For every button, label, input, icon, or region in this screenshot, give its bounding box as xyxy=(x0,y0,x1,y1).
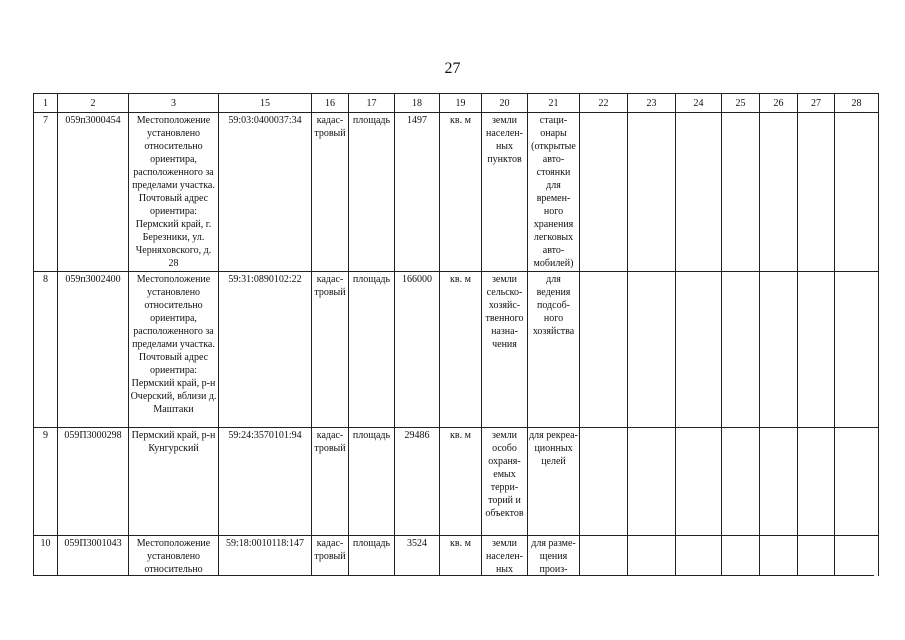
row-number: 9 xyxy=(34,428,58,536)
column-header: 20 xyxy=(482,94,528,113)
area-value: 3524 xyxy=(395,536,440,578)
column-header: 24 xyxy=(676,94,722,113)
location-cell: Местоположение установлено относительно ориентира, расположенного за пределами участка. Почтовый адрес ориентира: Пермский край, р-н Очерский, вблизи д. Маштаки xyxy=(129,272,219,428)
table-row xyxy=(34,428,879,536)
cadastral-number: 59:18:0010118:147 xyxy=(219,536,312,578)
characteristic: площадь xyxy=(349,536,395,578)
column-header: 21 xyxy=(528,94,580,113)
empty-cell xyxy=(676,428,722,536)
number-type: кадас-тровый xyxy=(312,428,349,536)
land-category: земли населен-ных xyxy=(482,536,528,578)
empty-cell xyxy=(798,428,835,536)
empty-cell xyxy=(835,113,879,272)
area-unit: кв. м xyxy=(440,272,482,428)
row-number: 7 xyxy=(34,113,58,272)
page-margin xyxy=(0,576,905,640)
area-value: 166000 xyxy=(395,272,440,428)
column-header: 17 xyxy=(349,94,395,113)
registry-code: 059п3002400 xyxy=(58,272,129,428)
column-header: 18 xyxy=(395,94,440,113)
location-cell: Пермский край, р-н Кунгурский xyxy=(129,428,219,536)
land-category: земли особо охраня-емых терри-торий и объектов xyxy=(482,428,528,536)
characteristic: площадь xyxy=(349,272,395,428)
column-header: 16 xyxy=(312,94,349,113)
land-category: земли сельско-хозяйс-твенного назна-чения xyxy=(482,272,528,428)
location-cell: Местоположение установлено относительно ориентира, расположенного за пределами участка. Почтовый адрес ориентира: Пермский край, г. Березники, ул. Черняховского, д. 28 xyxy=(129,113,219,272)
column-header: 3 xyxy=(129,94,219,113)
location-cell: Местоположение установлено относительно xyxy=(129,536,219,578)
table-row xyxy=(34,536,879,578)
empty-cell xyxy=(722,113,760,272)
empty-cell xyxy=(722,272,760,428)
cadastral-number: 59:03:0400037:34 xyxy=(219,113,312,272)
number-type: кадас-тровый xyxy=(312,536,349,578)
permitted-use: для ведения подсоб-ного хозяйства xyxy=(528,272,580,428)
column-header: 2 xyxy=(58,94,129,113)
empty-cell xyxy=(628,428,676,536)
empty-cell xyxy=(628,272,676,428)
table-row xyxy=(34,272,879,428)
empty-cell xyxy=(628,536,676,578)
column-header: 26 xyxy=(760,94,798,113)
number-type: кадас-тровый xyxy=(312,272,349,428)
empty-cell xyxy=(760,536,798,578)
area-unit: кв. м xyxy=(440,113,482,272)
number-type: кадас-тровый xyxy=(312,113,349,272)
empty-cell xyxy=(835,272,879,428)
table-row xyxy=(34,113,879,272)
empty-cell xyxy=(580,272,628,428)
permitted-use: для рекреа-ционных целей xyxy=(528,428,580,536)
area-value: 29486 xyxy=(395,428,440,536)
column-header: 28 xyxy=(835,94,879,113)
empty-cell xyxy=(760,428,798,536)
land-category: земли населен-ных пунктов xyxy=(482,113,528,272)
row-number: 8 xyxy=(34,272,58,428)
empty-cell xyxy=(676,272,722,428)
table-bottom-border xyxy=(33,575,874,576)
empty-cell xyxy=(798,536,835,578)
land-register-table xyxy=(33,93,879,578)
permitted-use: для разме-щения произ- xyxy=(528,536,580,578)
empty-cell xyxy=(580,113,628,272)
empty-cell xyxy=(760,113,798,272)
area-unit: кв. м xyxy=(440,536,482,578)
empty-cell xyxy=(722,536,760,578)
column-header: 19 xyxy=(440,94,482,113)
area-value: 1497 xyxy=(395,113,440,272)
column-header: 25 xyxy=(722,94,760,113)
characteristic: площадь xyxy=(349,113,395,272)
registry-code: 059П3000298 xyxy=(58,428,129,536)
empty-cell xyxy=(798,113,835,272)
area-unit: кв. м xyxy=(440,428,482,536)
column-header: 22 xyxy=(580,94,628,113)
empty-cell xyxy=(835,536,879,578)
empty-cell xyxy=(580,536,628,578)
column-header: 27 xyxy=(798,94,835,113)
empty-cell xyxy=(580,428,628,536)
empty-cell xyxy=(722,428,760,536)
column-header: 15 xyxy=(219,94,312,113)
empty-cell xyxy=(628,113,676,272)
page-number: 27 xyxy=(444,60,461,77)
column-header: 1 xyxy=(34,94,58,113)
row-number: 10 xyxy=(34,536,58,578)
column-header: 23 xyxy=(628,94,676,113)
cadastral-number: 59:24:3570101:94 xyxy=(219,428,312,536)
empty-cell xyxy=(760,272,798,428)
empty-cell xyxy=(676,113,722,272)
characteristic: площадь xyxy=(349,428,395,536)
empty-cell xyxy=(835,428,879,536)
cadastral-number: 59:31:0890102:22 xyxy=(219,272,312,428)
registry-code: 059п3000454 xyxy=(58,113,129,272)
empty-cell xyxy=(676,536,722,578)
registry-code: 059П3001043 xyxy=(58,536,129,578)
header-row xyxy=(34,94,879,113)
permitted-use: стаци-онары (открытые авто-стоянки для времен-ного хранения легковых авто-мобилей) xyxy=(528,113,580,272)
empty-cell xyxy=(798,272,835,428)
